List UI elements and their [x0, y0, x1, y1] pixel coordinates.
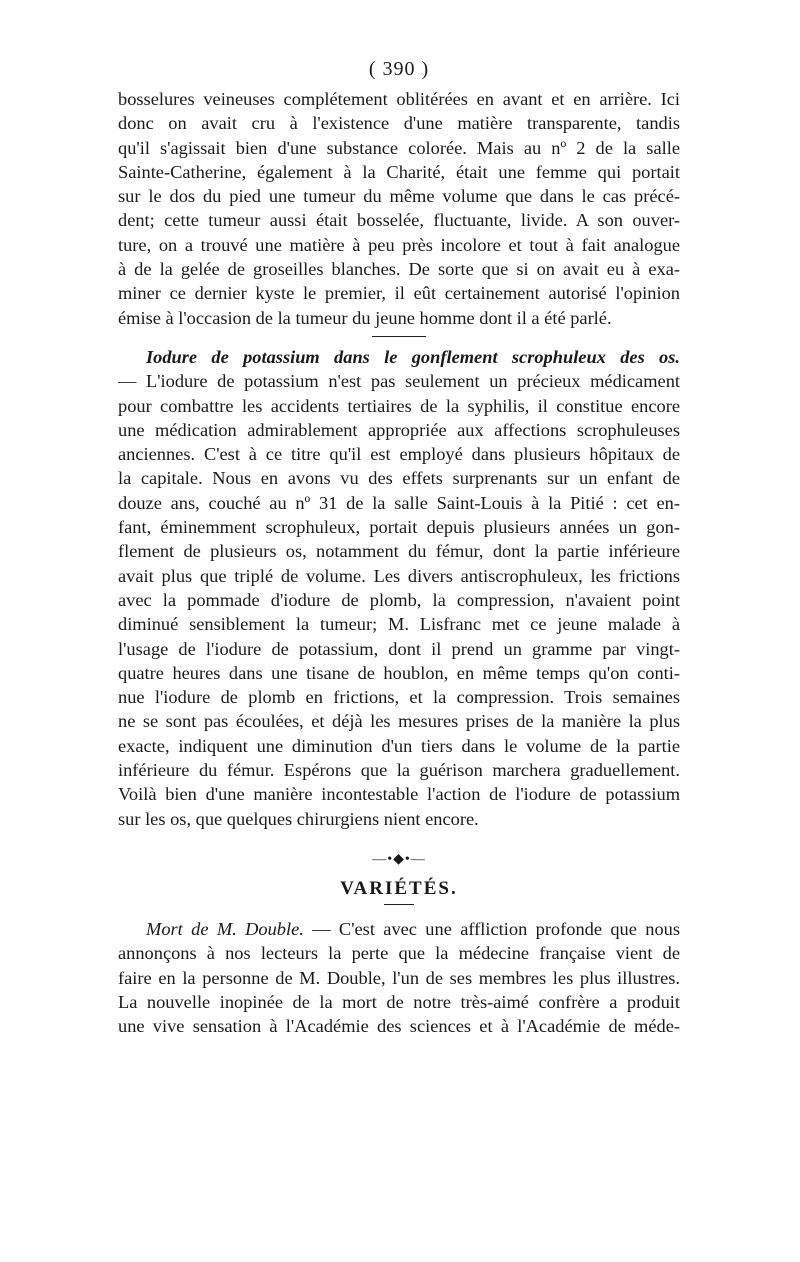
text-line: annonçons à nos lecteurs la perte que la médecine française vient de: [118, 943, 680, 964]
text-line: Sainte-Catherine, également à la Charité, était une femme qui portait: [118, 161, 680, 182]
article-title: Iodure de potassium dans le gonflement scrophuleux des os.: [146, 346, 680, 367]
text-line: inférieure du fémur. Espérons que la guérison marchera graduellement.: [118, 760, 680, 781]
text-line: l'usage de l'iodure de potassium, dont il prend un gramme par vingt-: [118, 638, 680, 659]
text-fragment: — C'est avec une affliction profonde que nous: [312, 918, 680, 939]
text-line: donc on avait cru à l'existence d'une matière transparente, tandis: [118, 113, 680, 134]
page-number: ( 390 ): [368, 58, 430, 80]
text-line: ne se sont pas écoulées, et déjà les mesures prises de la manière la plus: [118, 711, 680, 732]
paragraph-continuation: [118, 87, 680, 330]
text-line: qu'il s'agissait bien d'une substance colorée. Mais au nº 2 de la salle: [118, 137, 680, 158]
text-line: sur les os, que quelques chirurgiens nient encore.: [118, 808, 479, 829]
text-line: une médication admirablement appropriée aux affections scrophuleuses: [118, 419, 680, 440]
text-line: une vive sensation à l'Académie des sciences et à l'Académie de méde-: [118, 1016, 680, 1037]
article-iodure: [118, 345, 680, 831]
separator-rule: [372, 336, 426, 337]
text-line: anciennes. C'est à ce titre qu'il est employé dans plusieurs hôpitaux de: [118, 444, 680, 465]
text-line: sur le dos du pied une tumeur du même volume que dans le cas précé-: [118, 186, 680, 207]
text-line: diminué sensiblement la tumeur; M. Lisfranc met ce jeune malade à: [118, 614, 680, 635]
text-line: émise à l'occasion de la tumeur du jeune homme dont il a été parlé.: [118, 307, 612, 328]
text-line: avec la pommade d'iodure de plomb, la compression, n'avaient point: [118, 589, 680, 610]
text-line: La nouvelle inopinée de la mort de notre très-aimé confrère a produit: [118, 991, 680, 1012]
text-line: pour combattre les accidents tertiaires de la syphilis, il constitue encore: [118, 395, 680, 416]
text-line: à de la gelée de groseilles blanches. De sorte que si on avait eu à exa-: [118, 259, 680, 280]
text-line: quatre heures dans une tisane de houblon, en même temps qu'on conti-: [118, 662, 680, 683]
article-double: [118, 917, 680, 1038]
ornament-divider: —•◆•—: [372, 851, 426, 867]
text-line: miner ce dernier kyste le premier, il eût certainement autorisé l'opinion: [118, 283, 680, 304]
text-line: faire en la personne de M. Double, l'un de ses membres les plus illustres.: [118, 967, 680, 988]
text-line: avait plus que triplé de volume. Les divers antiscrophuleux, les frictions: [118, 565, 680, 586]
text-line: ture, on a trouvé une matière à peu près incolore et tout à fait analogue: [118, 234, 680, 255]
section-title: VARIÉTÉS.: [340, 877, 458, 899]
text-line: bosselures veineuses complétement oblitérées en avant et en arrière. Ici: [118, 89, 680, 109]
separator-rule: [384, 904, 414, 905]
text-line: la capitale. Nous en avons vu des effets surprenants sur un enfant de: [118, 468, 680, 489]
page-body: [118, 58, 680, 1038]
text-line: Voilà bien d'une manière incontestable l'action de l'iodure de potassium: [118, 784, 680, 805]
article-title: Mort de M. Double.: [146, 918, 304, 939]
text-line: flement de plusieurs os, notamment du fémur, dont la partie inférieure: [118, 541, 680, 562]
text-line: douze ans, couché au nº 31 de la salle Saint-Louis à la Pitié : cet en-: [118, 492, 680, 513]
text-line: [118, 917, 680, 941]
text-line: nue l'iodure de plomb en frictions, et la compression. Trois semaines: [118, 687, 680, 708]
text-line: — L'iodure de potassium n'est pas seulement un précieux médicament: [118, 371, 680, 392]
text-line: dent; cette tumeur aussi était bosselée, fluctuante, livide. A son ouver-: [118, 210, 680, 231]
text-line: fant, éminemment scrophuleux, portait depuis plusieurs années un gon-: [118, 517, 680, 538]
text-line: exacte, indiquent une diminution d'un tiers dans le volume de la partie: [118, 735, 680, 756]
